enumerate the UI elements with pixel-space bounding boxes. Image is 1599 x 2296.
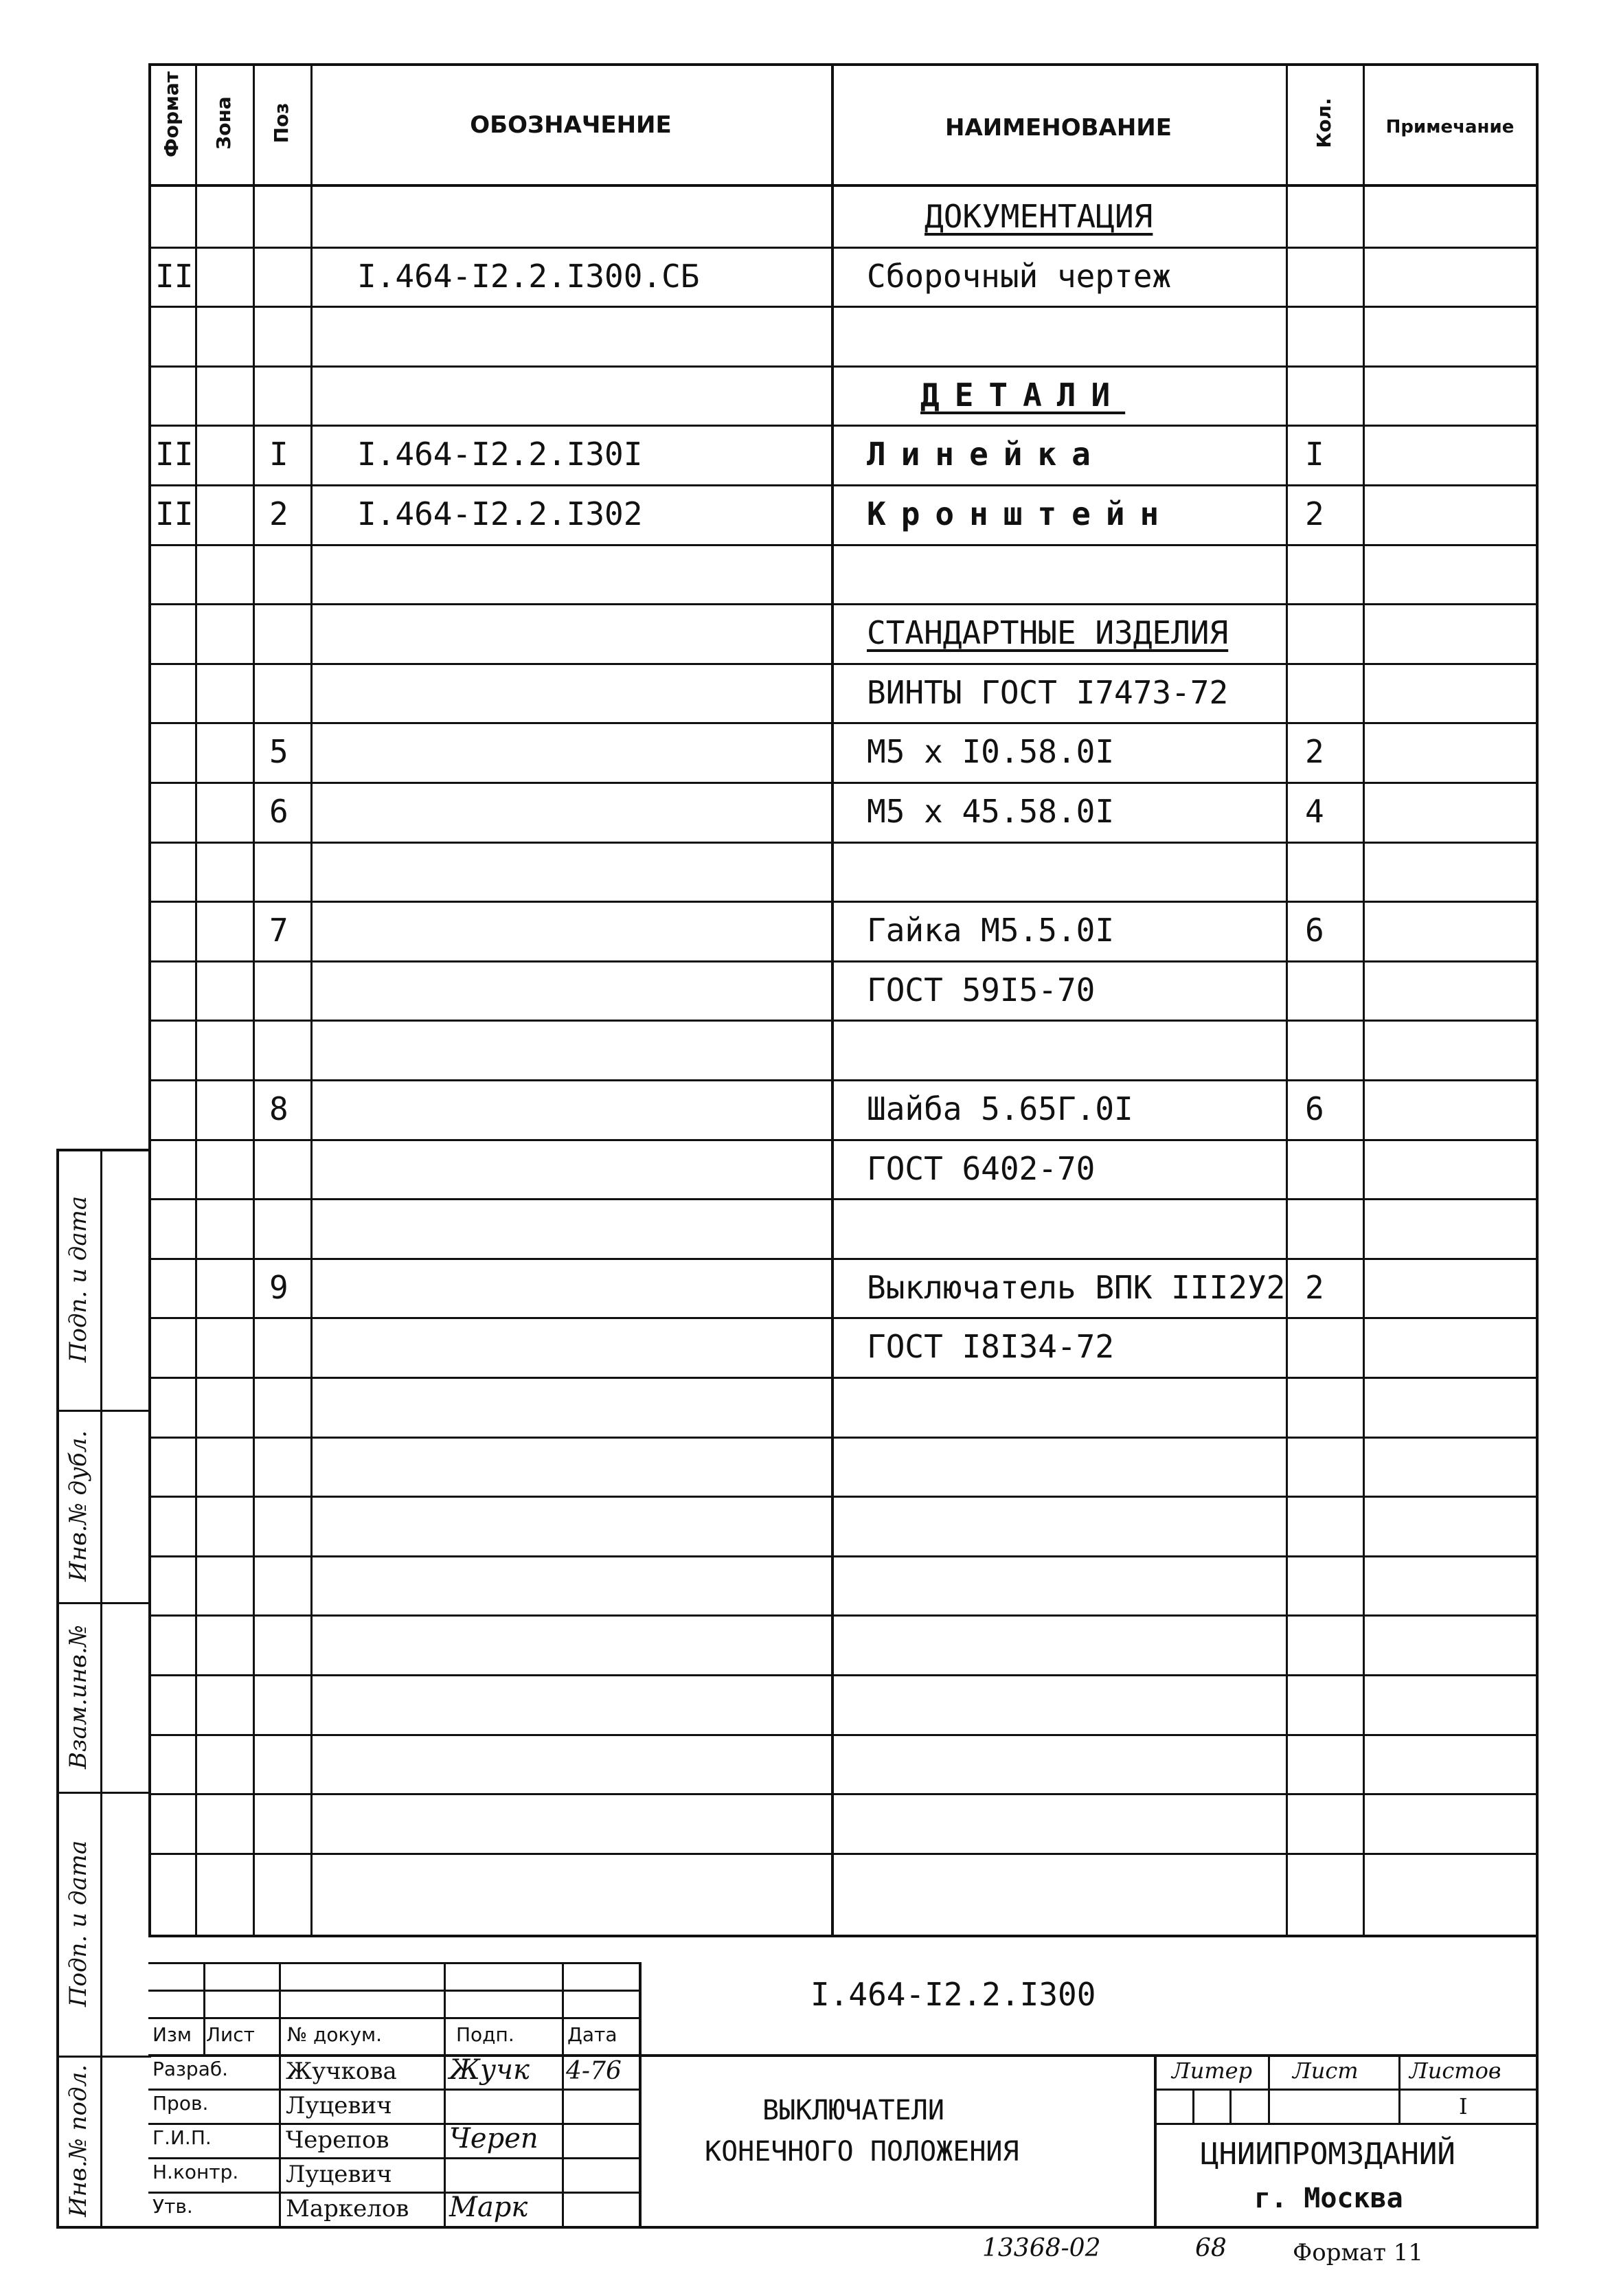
row-line: [148, 247, 1539, 249]
cell-name: ГОСТ 59I5-70: [867, 971, 1096, 1009]
cell-qty: 6: [1305, 912, 1324, 949]
cell-name: ГОСТ 6402-70: [867, 1150, 1096, 1187]
tb-title-line1: ВЫКЛЮЧАТЕЛИ: [762, 2095, 944, 2126]
staff-role: Утв.: [152, 2195, 193, 2218]
tb-sheets-value: I: [1459, 2093, 1468, 2119]
row-line: [148, 484, 1539, 486]
row-line: [148, 1437, 1539, 1439]
row-line: [148, 1793, 1539, 1795]
col-line-4: [831, 63, 834, 1935]
frame-top: [148, 63, 1539, 66]
staff-sign: Жучк: [449, 2054, 530, 2086]
row-line: [148, 1377, 1539, 1379]
header-qty: Кол.: [1313, 98, 1335, 148]
tb-row-b: [148, 1990, 639, 1992]
staff-sign: Череп: [449, 2123, 538, 2154]
tb-sheets-c: [1398, 2054, 1400, 2123]
row-line: [148, 1317, 1539, 1319]
tb-row-d: [148, 2054, 1539, 2057]
row-line: [148, 1614, 1539, 1617]
staff-sign: Марк: [449, 2192, 528, 2223]
row-line: [148, 544, 1539, 546]
tb-title-line2: КОНЕЧНОГО ПОЛОЖЕНИЯ: [705, 2136, 1019, 2168]
tb-liter-cells-bottom: [1154, 2123, 1539, 2125]
side-label-inv-dup: Инв.№ дубл.: [65, 1430, 92, 1582]
tb-col-date-label: Дата: [567, 2023, 617, 2046]
row-line: [148, 1139, 1539, 1141]
side-strip-bottom: [56, 2226, 1539, 2229]
header-zone: Зона: [212, 96, 235, 150]
tb-doc-number: I.464-I2.2.I300: [810, 1976, 1096, 2013]
tb-col-list-label: Лист: [206, 2023, 255, 2046]
cell-pos: I: [269, 436, 288, 473]
side-strip-left: [56, 1149, 59, 2229]
cell-name: Кронштейн: [867, 495, 1175, 532]
cell-name: ДОКУМЕНТАЦИЯ: [925, 198, 1153, 235]
header-note: Примечание: [1385, 117, 1515, 137]
header-bottom: [148, 184, 1539, 187]
cell-qty: 2: [1305, 733, 1324, 770]
tb-col-doc: [444, 1962, 446, 2226]
row-line: [148, 1674, 1539, 1676]
tb-right-divider: [1154, 2054, 1157, 2226]
cell-name: Выключатель ВПК III2У2: [867, 1269, 1286, 1306]
cell-name: Гайка М5.5.0I: [867, 912, 1115, 949]
tb-row-g: [148, 2157, 639, 2159]
header-format: Формат: [160, 71, 183, 157]
tb-liter-c2: [1229, 2089, 1232, 2123]
cell-format: II: [155, 495, 194, 532]
row-line: [148, 1079, 1539, 1081]
header-pos: Поз: [270, 102, 293, 144]
tb-sheets-label: Листов: [1409, 2058, 1501, 2084]
tb-row-c: [148, 2017, 639, 2019]
tb-org-line2: г. Москва: [1254, 2183, 1403, 2214]
tb-col-izm: [203, 1962, 205, 2054]
tb-liter-bottom: [1154, 2089, 1539, 2091]
row-line: [148, 425, 1539, 427]
header-designation: ОБОЗНАЧЕНИЕ: [470, 111, 672, 139]
cell-name: М5 х 45.58.0I: [867, 793, 1115, 830]
cell-designation: I.464-I2.2.I300.СБ: [357, 258, 700, 295]
staff-name: Маркелов: [286, 2195, 409, 2222]
tb-col-izm-label: Изм: [152, 2023, 192, 2046]
cell-qty: 2: [1305, 495, 1324, 532]
staff-role: Н.контр.: [152, 2161, 239, 2183]
staff-role: Г.И.П.: [152, 2126, 212, 2149]
cell-name: СТАНДАРТНЫЕ ИЗДЕЛИЯ: [867, 614, 1229, 651]
row-line: [148, 1734, 1539, 1736]
cell-name: Линейка: [867, 436, 1106, 473]
footer-format: Формат 11: [1293, 2239, 1424, 2266]
tb-org-line1: ЦНИИПРОМЗДАНИЙ: [1201, 2137, 1455, 2172]
tb-col-list: [279, 1962, 281, 2226]
cell-name: Сборочный чертеж: [867, 258, 1172, 295]
col-line-2: [253, 63, 255, 1935]
row-line: [148, 842, 1539, 844]
side-label-sign-date-2: Подп. и дата: [65, 1840, 92, 2007]
row-line: [148, 1020, 1539, 1022]
tb-row-f: [148, 2123, 639, 2125]
row-line: [148, 960, 1539, 963]
staff-name: Луцевич: [286, 2092, 392, 2119]
header-name: НАИМЕНОВАНИЕ: [944, 114, 1172, 142]
cell-pos: 8: [269, 1090, 288, 1127]
cell-pos: 9: [269, 1269, 288, 1306]
tb-col-main: [639, 1962, 642, 2226]
row-line: [148, 663, 1539, 665]
staff-name: Луцевич: [286, 2161, 392, 2188]
staff-date: 4-76: [566, 2057, 622, 2085]
col-line-3: [310, 63, 313, 1935]
row-line: [148, 901, 1539, 903]
row-line: [148, 1496, 1539, 1498]
col-line-1: [195, 63, 197, 1935]
side-label-vzam-inv: Взам.инв.№: [65, 1625, 92, 1769]
row-line: [148, 1555, 1539, 1557]
tb-top: [148, 1935, 1539, 1937]
side-strip-mid: [100, 1149, 102, 2229]
footer-page: 68: [1195, 2234, 1227, 2262]
row-line: [148, 1258, 1539, 1260]
tb-row-e: [148, 2089, 639, 2091]
side-label-sign-date-1: Подп. и дата: [65, 1195, 92, 1363]
cell-name: ГОСТ I8I34-72: [867, 1328, 1115, 1365]
staff-name: Жучкова: [286, 2058, 397, 2085]
tb-col-sign: [562, 1962, 564, 2226]
cell-qty: 4: [1305, 793, 1324, 830]
cell-designation: I.464-I2.2.I302: [357, 495, 643, 532]
frame-left: [148, 63, 151, 1935]
cell-qty: 2: [1305, 1269, 1324, 1306]
tb-liter-c3: [1268, 2054, 1270, 2123]
row-line: [148, 1198, 1539, 1200]
cell-pos: 6: [269, 793, 288, 830]
cell-pos: 2: [269, 495, 288, 532]
cell-format: II: [155, 258, 194, 295]
cell-name: М5 х I0.58.0I: [867, 733, 1115, 770]
cell-qty: I: [1305, 436, 1324, 473]
frame-right: [1536, 63, 1539, 2229]
tb-col-sign-label: Подп.: [456, 2023, 514, 2046]
cell-designation: I.464-I2.2.I30I: [357, 436, 643, 473]
col-line-5: [1286, 63, 1288, 1935]
tb-liter-label: Литер: [1172, 2058, 1253, 2084]
cell-format: II: [155, 436, 194, 473]
tb-liter-c1: [1192, 2089, 1194, 2123]
side-label-inv-orig: Инв.№ подл.: [65, 2064, 92, 2217]
row-line: [148, 306, 1539, 308]
cell-name: Шайба 5.65Г.0I: [867, 1090, 1133, 1127]
row-line: [148, 782, 1539, 784]
cell-name: ВИНТЫ ГОСТ I7473-72: [867, 674, 1229, 711]
row-line: [148, 603, 1539, 605]
footer-inventory: 13368-02: [982, 2234, 1101, 2262]
tb-row-a: [148, 1962, 639, 1964]
cell-pos: 5: [269, 733, 288, 770]
staff-role: Пров.: [152, 2092, 209, 2115]
row-line: [148, 1853, 1539, 1855]
staff-role: Разраб.: [152, 2058, 229, 2080]
cell-qty: 6: [1305, 1090, 1324, 1127]
row-line: [148, 365, 1539, 368]
tb-sheet-label: Лист: [1293, 2058, 1359, 2084]
staff-name: Черепов: [286, 2126, 389, 2154]
col-line-6: [1363, 63, 1365, 1935]
cell-name: ДЕТАЛИ: [920, 376, 1126, 414]
row-line: [148, 722, 1539, 724]
tb-row-h: [148, 2192, 639, 2194]
cell-pos: 7: [269, 912, 288, 949]
tb-col-doc-label: № докум.: [287, 2023, 383, 2046]
